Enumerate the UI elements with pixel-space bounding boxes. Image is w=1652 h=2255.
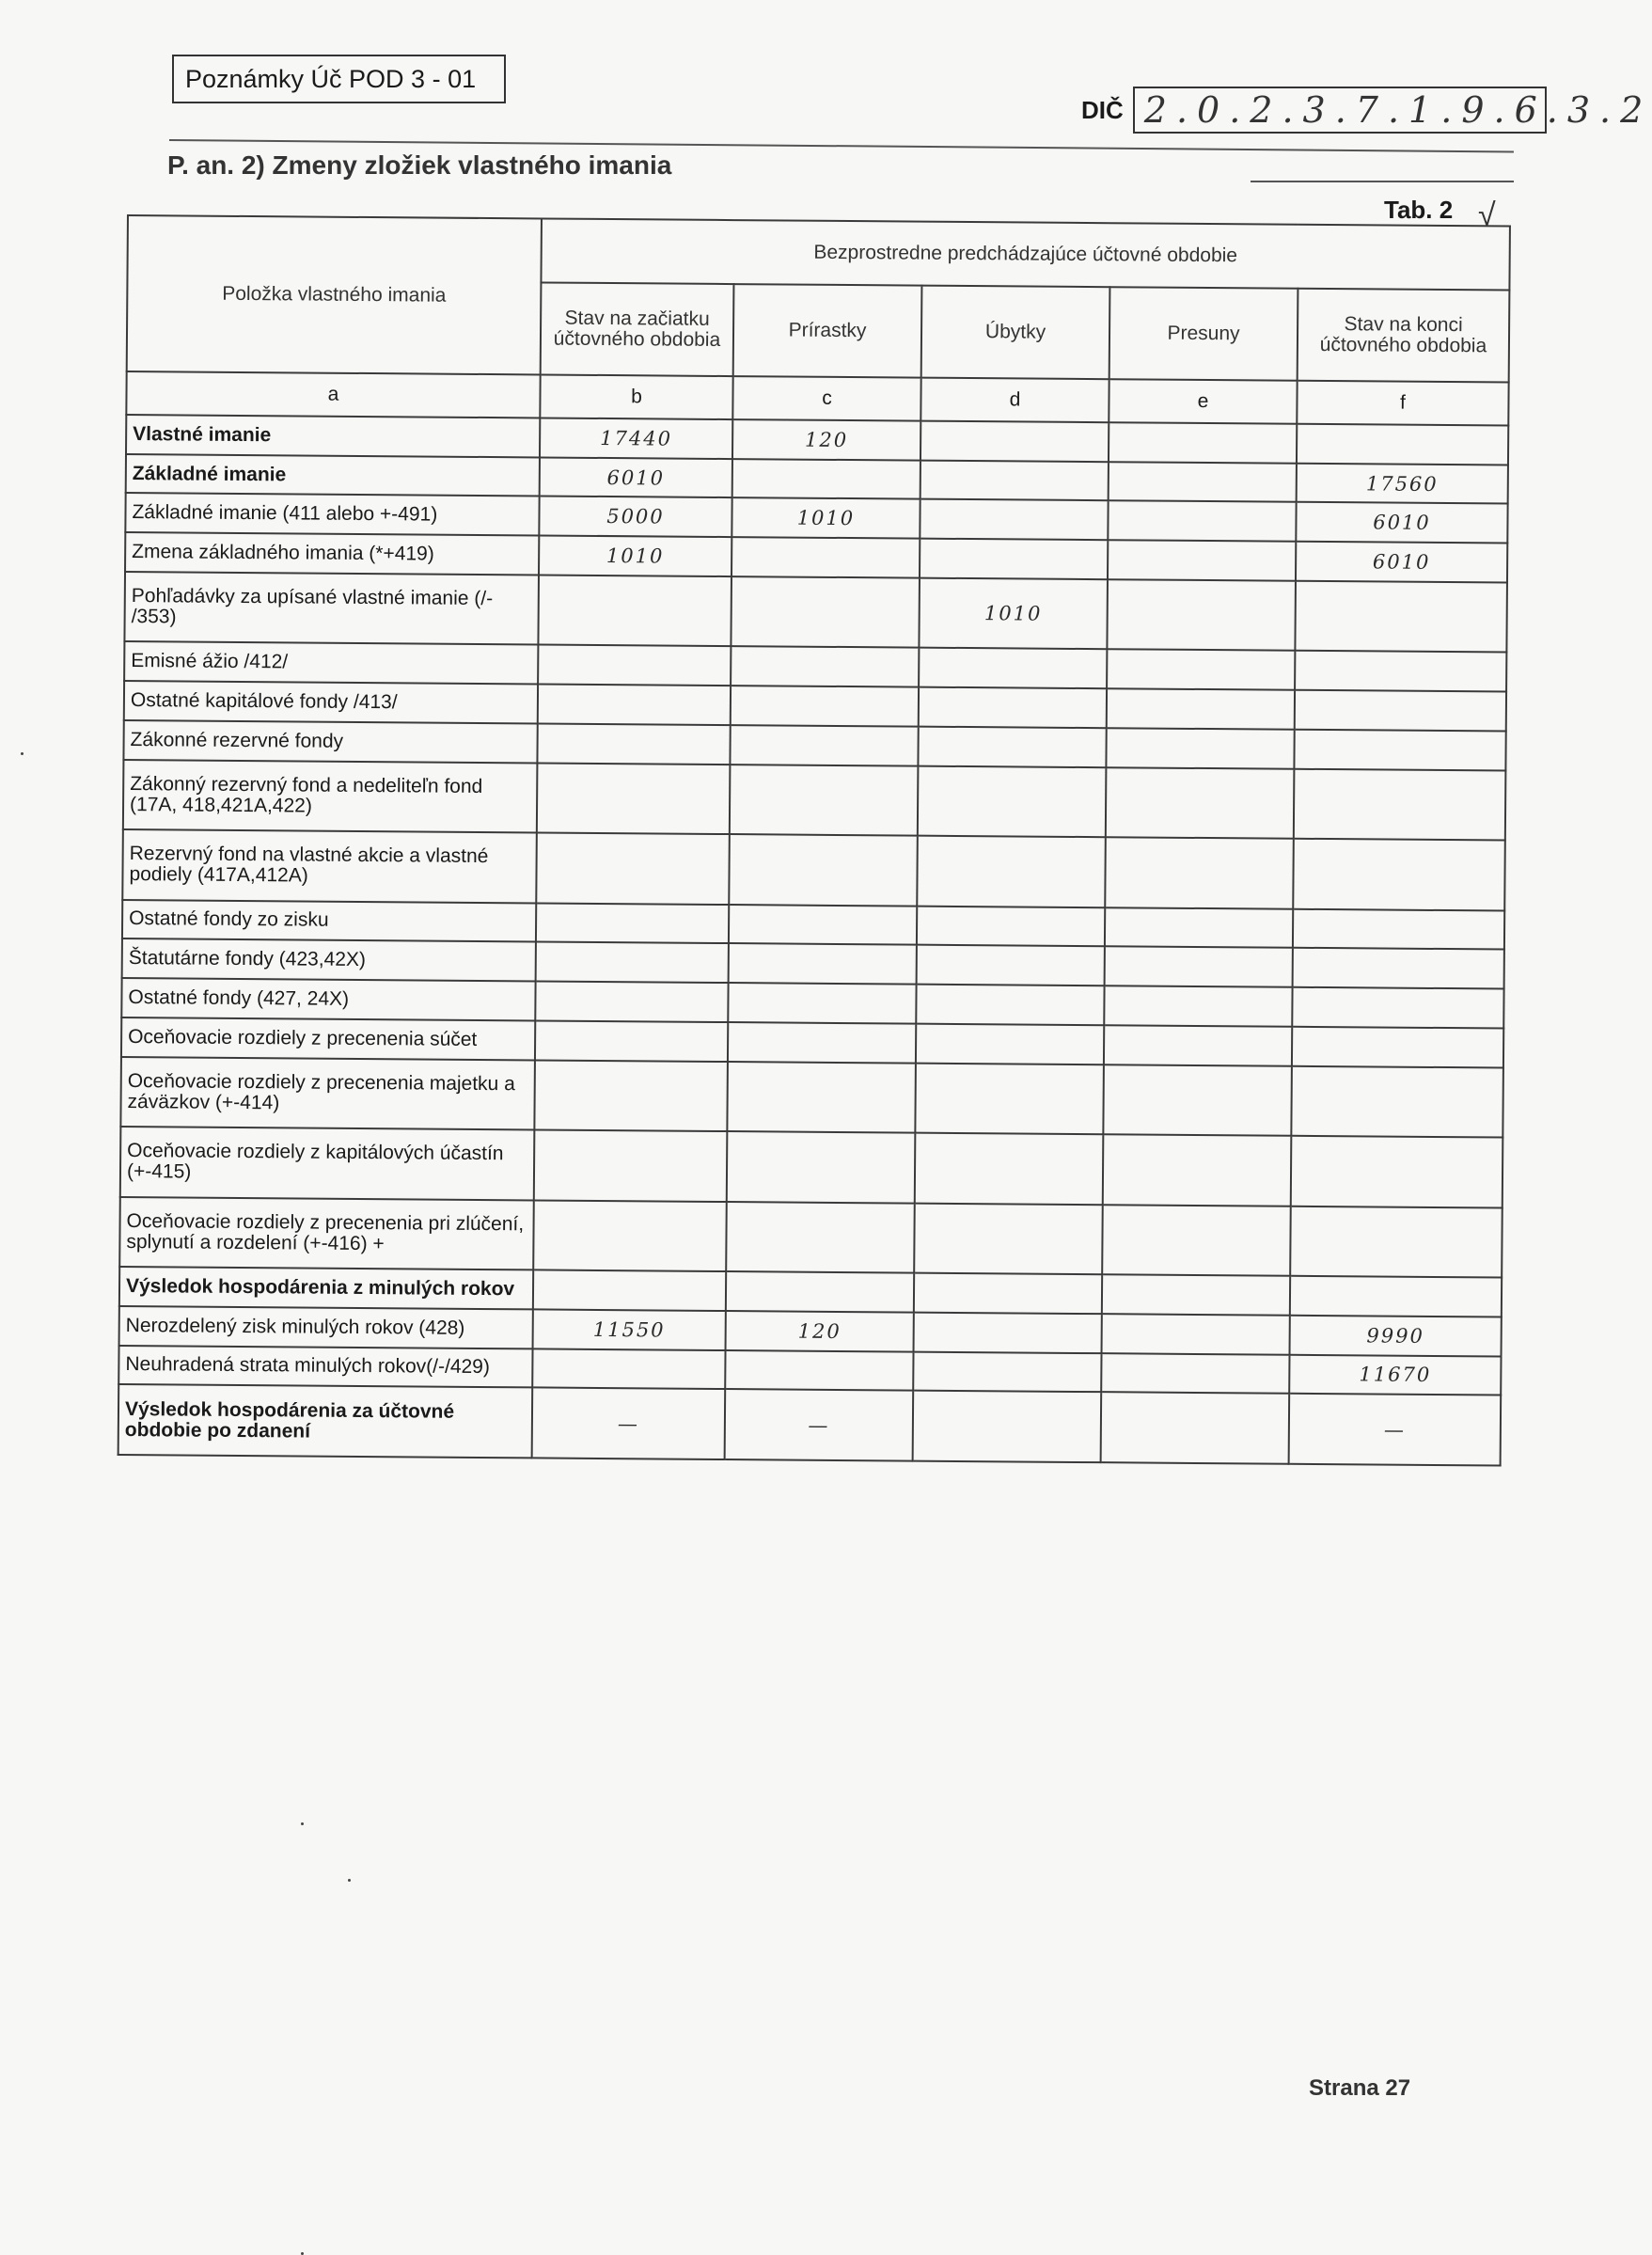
cell-c [730, 765, 919, 836]
column-header: Prírastky [733, 284, 922, 378]
table-row [122, 829, 1505, 910]
cell-c [729, 943, 917, 984]
table-row [123, 760, 1506, 841]
cell-d [914, 1273, 1102, 1314]
cell-e [1104, 986, 1292, 1026]
cell-c [731, 646, 919, 686]
cell-b [536, 833, 730, 905]
cell-c: — [725, 1389, 914, 1460]
cell-f [1291, 1136, 1503, 1207]
cell-e [1102, 1314, 1290, 1354]
cell-f [1294, 730, 1505, 770]
row-label: Rezervný fond na vlastné akcie a vlastné podiely (417A,412A) [122, 829, 537, 903]
cell-b: 17440 [540, 418, 732, 458]
cell-d [913, 1351, 1101, 1392]
cell-f: 17560 [1297, 463, 1508, 503]
cell-b [533, 1200, 727, 1271]
column-letter: b [540, 374, 732, 419]
row-label: Neuhradená strata minulých rokov(/-/429) [118, 1346, 532, 1388]
cell-c [727, 1131, 916, 1203]
cell-f [1295, 581, 1507, 653]
cell-f [1292, 987, 1503, 1028]
cell-d [918, 765, 1107, 837]
cell-c: 120 [726, 1311, 914, 1351]
cell-e [1103, 1134, 1292, 1206]
cell-b: 11550 [533, 1309, 726, 1349]
cell-f: — [1289, 1394, 1502, 1466]
cell-e [1109, 422, 1297, 463]
cell-f [1294, 768, 1506, 840]
cell-e [1105, 837, 1294, 908]
cell-e [1107, 650, 1295, 690]
cell-d [916, 985, 1104, 1025]
cell-f [1293, 839, 1505, 910]
cell-d [916, 1023, 1104, 1064]
cell-e [1108, 501, 1296, 542]
cell-b [533, 1270, 726, 1311]
table-row [120, 1127, 1503, 1207]
cell-f [1291, 1065, 1503, 1137]
cell-f: 6010 [1296, 542, 1507, 582]
cell-b [534, 1129, 728, 1201]
cell-b [538, 575, 732, 646]
row-label: Štatutárne fondy (423,42X) [122, 938, 536, 981]
cell-d [917, 945, 1105, 986]
scan-speck [348, 1879, 351, 1882]
column-header: Presuny [1109, 287, 1298, 381]
cell-c [728, 983, 916, 1023]
cell-d [920, 460, 1109, 500]
row-label: Výsledok hospodárenia z minulých rokov [119, 1267, 533, 1309]
cell-d [915, 1063, 1104, 1134]
cell-c [725, 1350, 913, 1391]
cell-c [732, 459, 920, 499]
equity-changes-table [118, 214, 1511, 1467]
column-letter: f [1297, 381, 1508, 426]
cell-d [915, 1133, 1104, 1205]
cell-e [1109, 462, 1297, 502]
cell-f [1297, 424, 1508, 465]
cell-d [914, 1312, 1102, 1352]
row-label: Emisné ážio /412/ [124, 641, 538, 684]
cell-c [727, 1062, 916, 1133]
cell-f [1290, 1206, 1503, 1277]
column-header: Úbytky [921, 286, 1110, 380]
row-label: Pohľadávky za upísané vlastné imanie (/- /353) [124, 572, 539, 645]
cell-b: — [532, 1388, 726, 1459]
row-label: Zmena základného imania (*+419) [125, 532, 539, 575]
cell-d [914, 1203, 1103, 1274]
row-label: Oceňovacie rozdiely z precenenia súčet [121, 1017, 535, 1060]
cell-b [537, 723, 730, 764]
form-code: Poznámky Úč POD 3 - 01 [185, 64, 477, 93]
cell-c [730, 725, 918, 765]
dic-value: 2.0.2.3.7.1.9.6.3.2 [1143, 89, 1652, 131]
table-row [119, 1197, 1503, 1278]
row-label: Vlastné imanie [126, 415, 540, 457]
row-label: Výsledok hospodárenia za účtovné obdobie po zdanení [118, 1384, 533, 1458]
row-label: Oceňovacie rozdiely z precenenia majetku a záväzkov (+-414) [120, 1056, 535, 1129]
cell-b [536, 903, 729, 943]
cell-e [1104, 1025, 1292, 1065]
row-label: Zákonné rezervné fondy [123, 720, 537, 763]
cell-f: 11670 [1289, 1354, 1501, 1395]
cell-b [537, 763, 731, 834]
column-letter: e [1109, 379, 1297, 424]
cell-c [728, 1022, 916, 1063]
cell-f [1290, 1276, 1502, 1317]
cell-b [536, 942, 729, 983]
cell-c [726, 1202, 915, 1273]
cell-c [731, 686, 919, 726]
column-header: Stav na začiatku účtovného obdobia [541, 282, 734, 376]
page-title: P. an. 2) Zmeny zložiek vlastného imania [167, 150, 672, 180]
table-row [120, 1056, 1503, 1137]
cell-f [1295, 651, 1506, 691]
cell-d [919, 648, 1107, 688]
table-row [118, 1384, 1502, 1465]
cell-e [1102, 1205, 1291, 1276]
cell-f [1293, 948, 1504, 988]
cell-f [1292, 1027, 1503, 1067]
cell-d: 1010 [919, 578, 1108, 650]
cell-e [1103, 1064, 1292, 1136]
cell-c [729, 834, 918, 906]
cell-c [731, 576, 920, 648]
cell-b: 6010 [540, 457, 732, 497]
row-label: Základné imanie (411 alebo +-491) [125, 493, 539, 535]
check-mark-icon: √ [1478, 197, 1496, 233]
cell-d [913, 1391, 1102, 1462]
cell-d [919, 687, 1107, 728]
cell-c [729, 905, 917, 945]
cell-b: 1010 [539, 536, 732, 576]
cell-d [917, 906, 1105, 946]
column-letter: a [126, 371, 540, 418]
cell-d [917, 836, 1106, 907]
row-label: Oceňovacie rozdiely z precenenia pri zlúčení, splynutí a rozdelení (+-416) + [119, 1197, 534, 1270]
cell-d [920, 539, 1108, 579]
form-code-box [172, 55, 506, 103]
cell-d [920, 421, 1109, 462]
item-header: Položka vlastného imania [127, 215, 542, 374]
row-label: Základné imanie [126, 454, 540, 497]
row-label: Ostatné fondy zo zisku [122, 900, 536, 942]
period-group-header: Bezprostredne predchádzajúce účtovné obdobie [541, 218, 1510, 290]
column-header: Stav na konci účtovného obdobia [1298, 289, 1510, 383]
cell-d [918, 726, 1106, 766]
cell-e [1105, 947, 1293, 987]
row-label: Zákonný rezervný fond a nedeliteľn fond (17A, 418,421A,422) [123, 760, 538, 833]
cell-e [1106, 767, 1295, 839]
dic-field [1081, 87, 1652, 134]
cell-b [535, 982, 728, 1022]
cell-b [538, 645, 731, 686]
tab-label: Tab. 2 [1384, 196, 1454, 224]
scan-speck [21, 752, 24, 755]
cell-c [732, 537, 920, 577]
cell-e [1107, 688, 1295, 729]
cell-e [1107, 579, 1296, 651]
row-label: Nerozdelený zisk minulých rokov (428) [119, 1306, 533, 1348]
cell-c: 120 [732, 419, 920, 460]
cell-b: 5000 [539, 497, 732, 537]
cell-e [1101, 1392, 1290, 1463]
cell-c: 1010 [732, 498, 920, 539]
dic-label: DIČ [1081, 95, 1124, 124]
cell-e [1102, 1274, 1290, 1315]
cell-e [1106, 728, 1294, 768]
cell-e [1101, 1353, 1289, 1394]
cell-f [1295, 690, 1506, 731]
dic-value-box [1133, 87, 1652, 134]
cell-c [726, 1271, 914, 1312]
scan-speck [301, 1822, 304, 1825]
header-rule-short [1251, 181, 1514, 182]
row-label: Ostatné kapitálové fondy /413/ [124, 681, 538, 723]
table-row [124, 572, 1507, 653]
cell-d [920, 499, 1108, 540]
cell-f [1293, 908, 1504, 949]
cell-e [1108, 540, 1296, 580]
column-letter: c [732, 376, 920, 421]
cell-b [532, 1348, 725, 1389]
cell-f: 6010 [1296, 502, 1507, 543]
row-label: Oceňovacie rozdiely z kapitálových účastín (+-415) [120, 1127, 535, 1200]
cell-b [534, 1060, 728, 1131]
page-number: Strana 27 [1309, 2075, 1411, 2101]
cell-f: 9990 [1290, 1316, 1502, 1356]
cell-b [535, 1020, 728, 1061]
cell-e [1105, 907, 1293, 948]
cell-b [538, 685, 731, 725]
column-letter: d [920, 378, 1109, 423]
row-label: Ostatné fondy (427, 24X) [121, 978, 535, 1020]
